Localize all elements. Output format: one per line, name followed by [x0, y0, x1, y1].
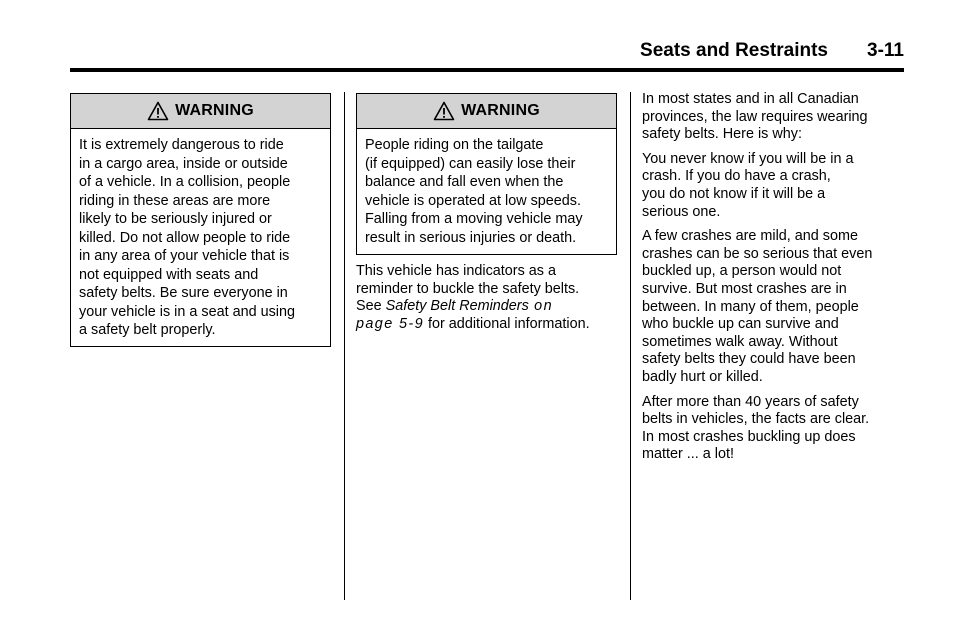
warning-triangle-icon	[433, 101, 455, 121]
warning-label: WARNING	[175, 102, 254, 119]
warning-text: It is extremely dangerous to ride in a cargo area, inside or outside of a vehicle. In a collision, people riding in these areas are more likely to be seriously injured or killed. Do not allow people to ride in any area of your vehicle that is not equipped with seats and safety belts. Be sure everyone in your vehicle is in a seat and using a safety belt properly.	[79, 137, 295, 338]
column-divider-1	[344, 92, 345, 600]
safety-belt-text-column	[642, 91, 906, 471]
cross-reference-title: Safety Belt Reminders	[385, 298, 529, 315]
warning-header	[357, 94, 616, 129]
warning-text: People riding on the tailgate (if equipped) can easily lose their balance and fall even when the vehicle is operated at low speeds. Falling from a moving vehicle may result in serious injuries or death.	[365, 137, 583, 246]
paragraph-law: In most states and in all Canadian provinces, the law requires wearing safety belts. Here is why:	[642, 91, 868, 143]
paragraph-mild-crashes: A few crashes are mild, and some crashes can be so serious that even buckled up, a person would not survive. But most crashes are in between. In many of them, people who buckle up can survive and sometimes walk away. Without safety belts they could have been badly hurt or killed.	[642, 228, 873, 385]
warning-box-tailgate	[356, 93, 617, 255]
page-header	[70, 38, 904, 72]
paragraph-facts: After more than 40 years of safety belts in vehicles, the facts are clear. In most crashes buckling up does matter ... a lot!	[642, 393, 870, 463]
column-divider-2	[630, 92, 631, 600]
cross-reference-page: page 5‑9	[356, 315, 425, 332]
warning-triangle-icon	[147, 101, 169, 121]
warning-box-cargo	[70, 93, 331, 347]
warning-header	[71, 94, 330, 129]
paragraph-crash: You never know if you will be in a crash. If you do have a crash, you do not know if it will be a serious one.	[642, 150, 854, 220]
warning-label: WARNING	[461, 102, 540, 119]
reminder-paragraph: This vehicle has indicators as a reminder to buckle the safety belts. See Safety Belt Reminders on page 5‑9 for additional information.	[356, 263, 590, 332]
page-number: 3-11	[867, 40, 904, 61]
section-title: Seats and Restraints	[640, 40, 828, 61]
